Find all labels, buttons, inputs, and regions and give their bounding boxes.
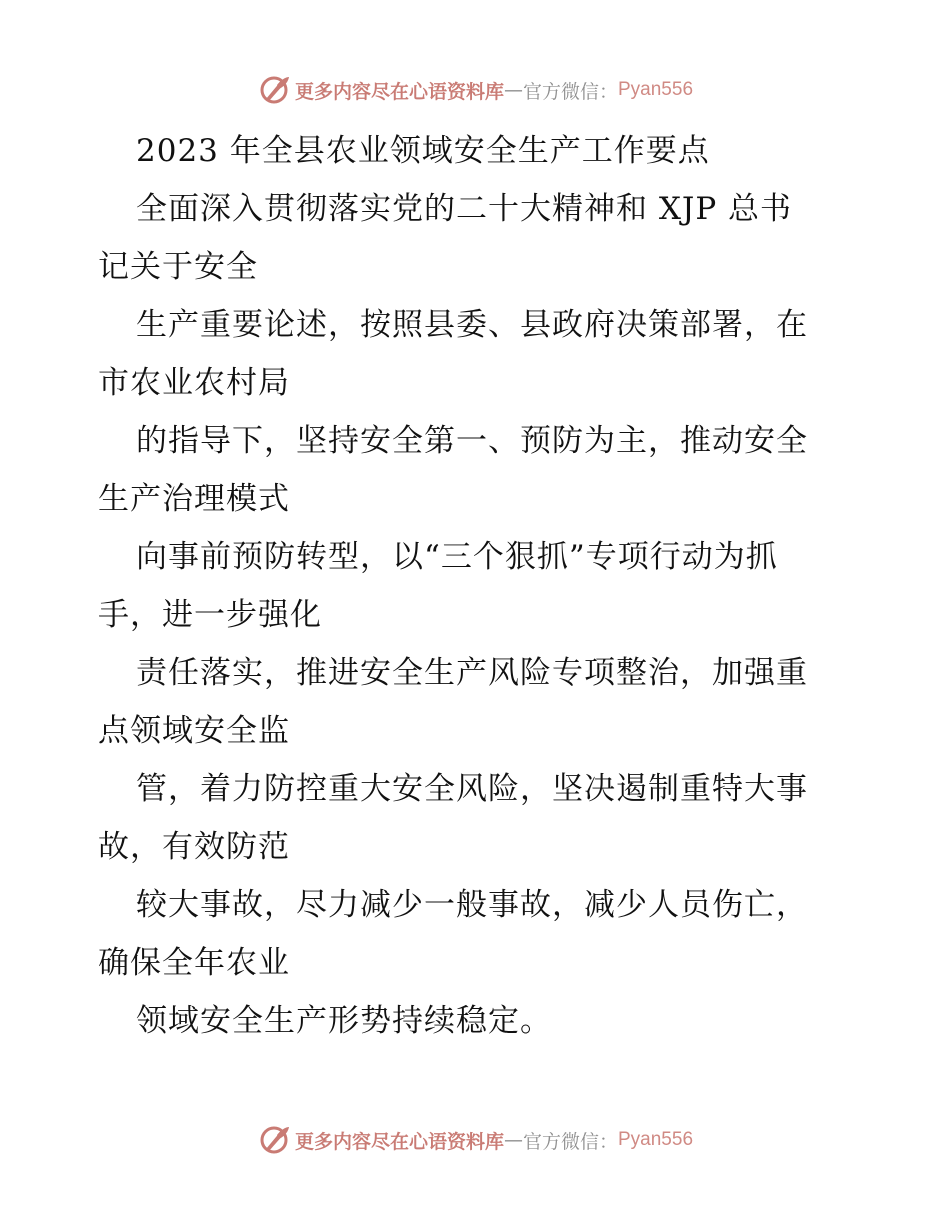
paragraph-line: 手，进一步强化 [98, 597, 322, 633]
paragraph-line: 记关于安全 [98, 249, 258, 285]
document-body [98, 122, 858, 1050]
paragraph-line: 责任落实，推进安全生产风险专项整治，加强重 [136, 655, 808, 691]
watermark-dash: — [503, 1129, 523, 1151]
paragraph-line: 的指导下，坚持安全第一、预防为主，推动安全 [136, 423, 808, 459]
paragraph-line: 市农业农村局 [98, 365, 290, 401]
watermark-main-text: 更多内容尽在心语资料库 [294, 1130, 504, 1153]
paragraph-line: 生产治理模式 [98, 481, 290, 517]
paragraph-line: 较大事故，尽力减少一般事故，减少人员伤亡， [136, 887, 808, 923]
watermark-official-label: 官方微信： [522, 1130, 618, 1153]
footer-watermark [0, 1120, 950, 1160]
document-title: 2023 年全县农业领域安全生产工作要点 [136, 133, 710, 169]
quill-logo-icon [257, 1123, 291, 1157]
watermark-official-label: 官方微信： [522, 80, 618, 103]
paragraph-line: 全面深入贯彻落实党的二十大精神和 XJP 总书 [136, 191, 793, 227]
watermark-wechat-id: Pyan556 [618, 1129, 694, 1150]
watermark-dash: — [503, 79, 523, 101]
watermark-main-text: 更多内容尽在心语资料库 [294, 80, 504, 103]
watermark-wechat-id: Pyan556 [618, 79, 694, 100]
paragraph-line: 生产重要论述，按照县委、县政府决策部署，在 [136, 307, 808, 343]
paragraph-line: 确保全年农业 [98, 945, 290, 981]
paragraph-line: 故，有效防范 [98, 829, 290, 865]
paragraph-line: 点领域安全监 [98, 713, 290, 749]
quill-logo-icon [257, 73, 291, 107]
paragraph-line: 领域安全生产形势持续稳定。 [136, 1003, 552, 1039]
paragraph-line: 向事前预防转型，以“三个狠抓”专项行动为抓 [136, 539, 778, 575]
paragraph-line: 管，着力防控重大安全风险，坚决遏制重特大事 [136, 771, 808, 807]
header-watermark [0, 70, 950, 110]
